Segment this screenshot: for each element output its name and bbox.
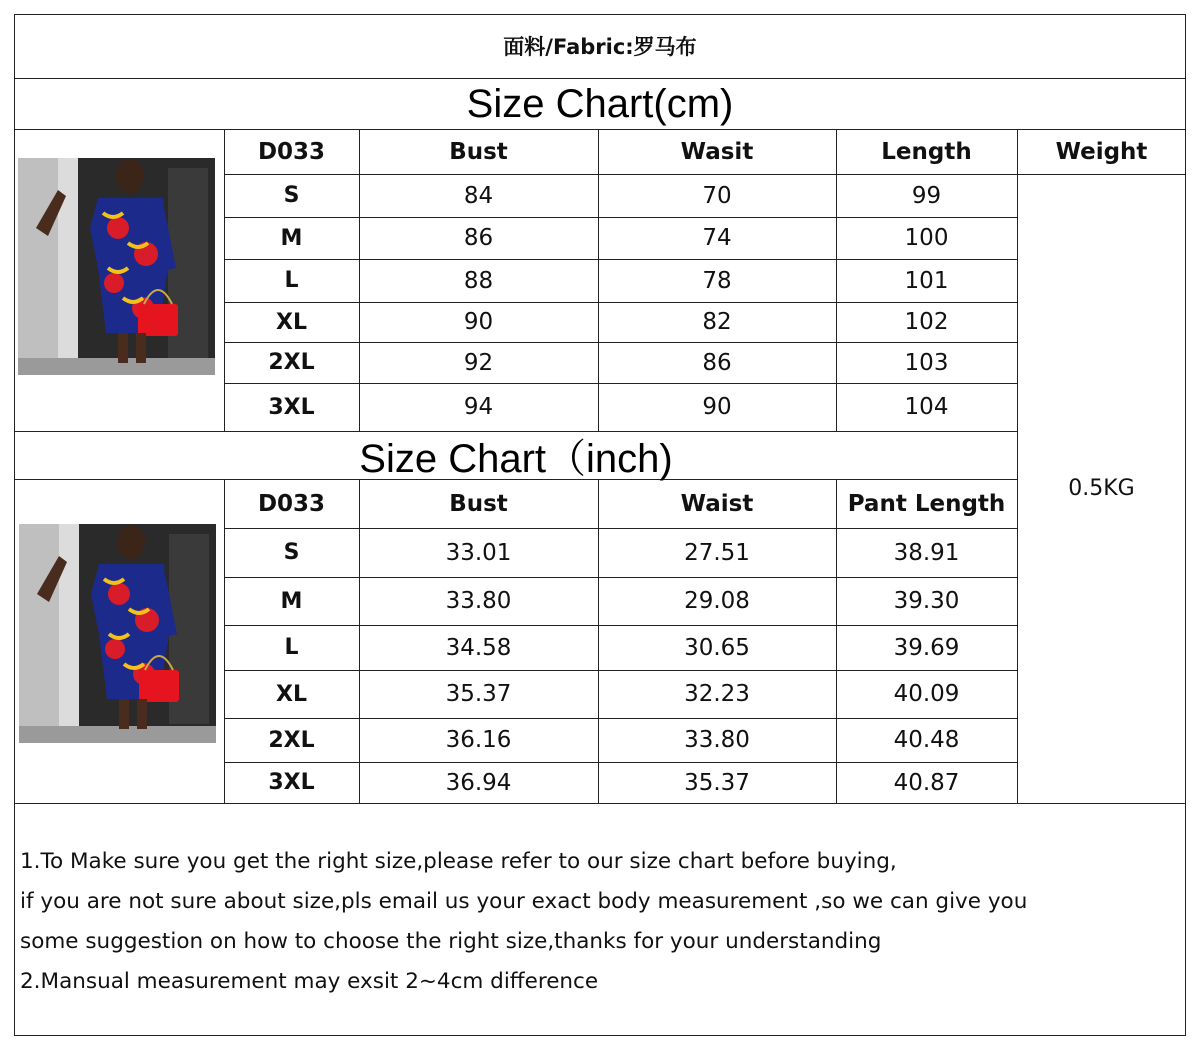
cm-waist-l: 78: [702, 267, 732, 294]
product-photo: [19, 524, 216, 743]
inch-header-bust: Bust: [449, 490, 508, 517]
inch-waist-m: 29.08: [684, 588, 750, 614]
inch-size-3xl: 3XL: [268, 770, 315, 795]
fabric-label: 面料/Fabric:罗马布: [503, 35, 697, 59]
inch-waist-s: 27.51: [684, 539, 750, 566]
size-notes: [20, 842, 1027, 1002]
cm-bust-l: 88: [463, 267, 494, 294]
inch-size-l: L: [284, 635, 299, 660]
cm-size-3xl: 3XL: [268, 394, 315, 420]
inch-bust-m: 33.80: [445, 588, 512, 614]
note-line: 1.To Make sure you get the right size,please refer to our size chart before buying,: [20, 849, 897, 874]
inch-length-xl: 40.09: [893, 681, 960, 707]
cm-header-bust: Bust: [449, 138, 508, 165]
cm-size-2xl: 2XL: [268, 350, 315, 375]
note-line: 2.Mansual measurement may exsit 2~4cm difference: [20, 969, 599, 994]
inch-size-2xl: 2XL: [268, 727, 315, 753]
inch-header-style: D033: [257, 490, 326, 517]
inch-length-3xl: 40.87: [893, 769, 960, 796]
inch-size-m: M: [280, 588, 303, 614]
cm-length-3xl: 104: [904, 394, 949, 420]
note-line: some suggestion on how to choose the right size,thanks for your understanding: [20, 929, 882, 954]
inch-size-xl: XL: [276, 681, 307, 707]
inch-bust-s: 33.01: [445, 539, 512, 566]
cm-header-length: Length: [881, 138, 972, 165]
inch-waist-l: 30.65: [684, 634, 750, 661]
inch-length-l: 39.69: [893, 634, 960, 661]
cm-waist-s: 70: [702, 182, 732, 209]
product-photo: [18, 158, 215, 375]
cm-size-m: M: [280, 225, 303, 251]
cm-size-s: S: [283, 183, 300, 208]
inch-waist-2xl: 33.80: [684, 727, 750, 753]
cm-header-style: D033: [257, 138, 326, 165]
inch-waist-xl: 32.23: [684, 681, 750, 707]
inch-bust-3xl: 36.94: [445, 769, 512, 796]
cm-bust-m: 86: [463, 225, 494, 251]
cm-size-xl: XL: [276, 309, 307, 335]
cm-length-s: 99: [911, 182, 942, 209]
weight-value: 0.5KG: [1068, 476, 1135, 501]
cm-chart-title: Size Chart(cm): [466, 81, 734, 126]
inch-length-m: 39.30: [893, 588, 960, 614]
inch-length-2xl: 40.48: [893, 727, 960, 753]
cm-length-l: 101: [904, 267, 949, 294]
cm-header-weight: Weight: [1055, 138, 1148, 165]
cm-bust-s: 84: [463, 182, 494, 209]
cm-waist-2xl: 86: [702, 349, 732, 376]
inch-chart-title: Size Chart（inch): [359, 436, 673, 481]
cm-header-waist: Wasit: [680, 138, 754, 165]
divider: [14, 803, 1186, 804]
inch-header-waist: Waist: [680, 490, 754, 517]
cm-length-2xl: 103: [904, 349, 949, 376]
cm-bust-3xl: 94: [463, 394, 494, 420]
cm-waist-3xl: 90: [702, 394, 732, 420]
note-line: if you are not sure about size,pls email us your exact body measurement ,so we can give you: [20, 889, 1028, 914]
cm-size-l: L: [284, 268, 299, 293]
cm-bust-2xl: 92: [463, 349, 494, 376]
inch-header-pant-length: Pant Length: [847, 490, 1006, 517]
cm-length-xl: 102: [904, 309, 949, 335]
inch-bust-xl: 35.37: [445, 681, 512, 707]
inch-bust-2xl: 36.16: [445, 727, 512, 753]
inch-length-s: 38.91: [893, 539, 960, 566]
inch-size-s: S: [283, 540, 300, 565]
cm-length-m: 100: [904, 225, 949, 251]
cm-waist-xl: 82: [702, 309, 732, 335]
inch-bust-l: 34.58: [445, 634, 512, 661]
inch-waist-3xl: 35.37: [684, 769, 750, 796]
cm-bust-xl: 90: [463, 309, 494, 335]
cm-waist-m: 74: [702, 225, 732, 251]
